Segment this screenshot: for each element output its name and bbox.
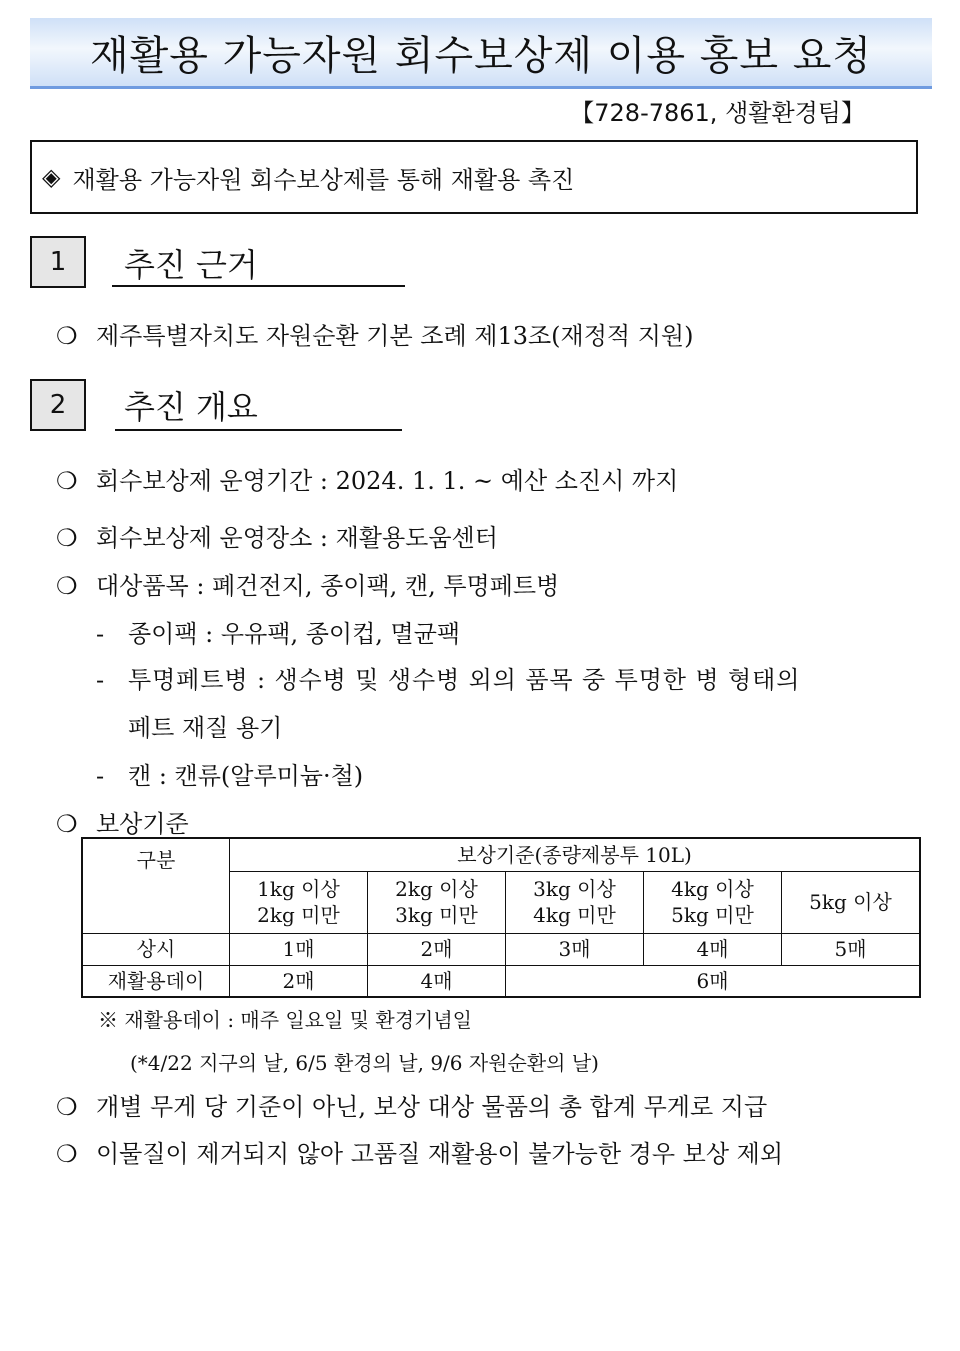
circle-bullet-icon: ❍ — [56, 524, 78, 552]
circle-bullet-icon: ❍ — [56, 572, 78, 600]
table-cell: 5매 — [782, 933, 921, 965]
place-item — [56, 518, 498, 553]
col-header-category: 구분 — [82, 838, 230, 933]
criteria-item — [56, 804, 189, 839]
range-cell: 5kg 이상 — [782, 871, 921, 933]
title-banner — [30, 18, 932, 89]
recycle-day-dates: (*4/22 지구의 날, 6/5 환경의 날, 9/6 자원순환의 날) — [130, 1051, 599, 1075]
items-text: 대상품목 : 폐건전지, 종이팩, 캔, 투명페트병 — [96, 572, 560, 600]
weight-item — [56, 1087, 767, 1122]
table-row — [82, 965, 920, 997]
summary-box — [30, 140, 918, 214]
contact-info: 【728-7861, 생활환경팀】 — [570, 99, 865, 127]
circle-bullet-icon: ❍ — [56, 467, 78, 495]
table-cell: 6매 — [506, 965, 921, 997]
range-cell: 3kg 이상 4kg 미만 — [506, 871, 644, 933]
table-cell: 2매 — [368, 933, 506, 965]
summary-text: 재활용 가능자원 회수보상제를 통해 재활용 촉진 — [72, 165, 575, 194]
section-2-number: 2 — [30, 379, 86, 431]
period-text: 회수보상제 운영기간 : 2024. 1. 1. ~ 예산 소진시 까지 — [96, 467, 679, 495]
section-1-number: 1 — [30, 236, 86, 288]
table-cell: 2매 — [230, 965, 368, 997]
weight-text: 개별 무게 당 기준이 아닌, 보상 대상 물품의 총 합계 무게로 지급 — [96, 1093, 768, 1121]
table-cell: 4매 — [368, 965, 506, 997]
row-label: 재활용데이 — [82, 965, 230, 997]
table-cell: 4매 — [644, 933, 782, 965]
section-2-underline — [115, 429, 402, 431]
row-label: 상시 — [82, 933, 230, 965]
section-2-title: 추진 개요 — [124, 388, 258, 426]
section-1-item — [56, 316, 693, 351]
place-text: 회수보상제 운영장소 : 재활용도움센터 — [96, 524, 498, 552]
table-row — [82, 933, 920, 965]
circle-bullet-icon: ❍ — [56, 810, 78, 838]
section-1-underline — [112, 285, 405, 287]
table-cell: 3매 — [506, 933, 644, 965]
circle-bullet-icon: ❍ — [56, 1140, 78, 1168]
criteria-text: 보상기준 — [96, 810, 189, 838]
range-cell: 4kg 이상 5kg 미만 — [644, 871, 782, 933]
section-1-title: 추진 근거 — [124, 246, 258, 284]
circle-bullet-icon: ❍ — [56, 1093, 78, 1121]
table-cell: 1매 — [230, 933, 368, 965]
circle-bullet-icon: ❍ — [56, 322, 78, 350]
exclude-text: 이물질이 제거되지 않아 고품질 재활용이 불가능한 경우 보상 제외 — [96, 1140, 783, 1168]
page-title: 재활용 가능자원 회수보상제 이용 홍보 요청 — [89, 32, 873, 79]
group-header: 보상기준(종량제봉투 10L) — [230, 838, 921, 871]
sub-item-pet-bottle-cont: 페트 재질 용기 — [128, 714, 283, 742]
range-cell: 1kg 이상 2kg 미만 — [230, 871, 368, 933]
reward-table — [81, 837, 921, 998]
range-cell: 2kg 이상 3kg 미만 — [368, 871, 506, 933]
diamond-icon: ◈ — [42, 163, 61, 191]
items-item — [56, 566, 559, 601]
sub-item-pet-bottle: - 투명페트병 : 생수병 및 생수병 외의 품목 중 투명한 병 형태의 — [96, 666, 801, 694]
recycle-day-note: ※ 재활용데이 : 매주 일요일 및 환경기념일 — [98, 1008, 473, 1032]
period-item — [56, 461, 678, 496]
basis-text: 제주특별자치도 자원순환 기본 조례 제13조(재정적 지원) — [96, 322, 694, 350]
sub-item-paper-pack: - 종이팩 : 우유팩, 종이컵, 멸균팩 — [96, 620, 461, 648]
sub-item-can: - 캔 : 캔류(알루미늄·철) — [96, 762, 364, 790]
exclude-item — [56, 1134, 783, 1169]
